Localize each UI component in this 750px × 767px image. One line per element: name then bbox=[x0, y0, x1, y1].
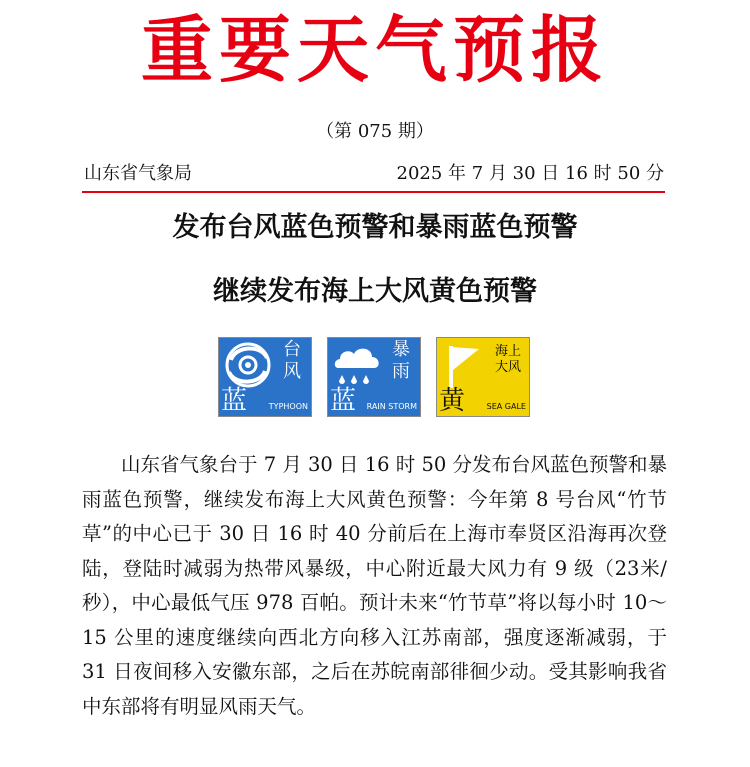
gale-flag-icon bbox=[439, 340, 493, 390]
signal-level: 蓝 bbox=[221, 386, 248, 416]
signal-english: SEA GALE bbox=[486, 402, 526, 411]
signal-english: TYPHOON bbox=[268, 402, 308, 411]
forecast-paragraph: 山东省气象台于 7 月 30 日 16 时 50 分发布台风蓝色预警和暴雨蓝色预警，继续发布海上大风黄色预警：今年第 8 号台风“竹节草”的中心已于 30 日 16 时 40 分前后在上海市奉贤区沿海再次登陆，登陆时减弱为热带风暴级，中心附近最大风力有 9 级（23米/秒），中心最低气压 978 百帕。预计未来“竹节草”将以每小时 10～15 公里的速度继续向西北方向移入江苏南部，强度逐渐减弱，于 31 日夜间移入安徽东部，之后在苏皖南部徘徊少动。受其影响我省中东部将有明显风雨天气。 bbox=[82, 453, 667, 718]
headline-primary: 发布台风蓝色预警和暴雨蓝色预警 bbox=[172, 212, 578, 243]
issue-number: （第 075 期） bbox=[316, 121, 434, 142]
signal-english: RAIN STORM bbox=[366, 402, 417, 411]
signal-name: 暴雨 bbox=[392, 339, 410, 382]
red-divider bbox=[82, 191, 665, 193]
signal-seagale-yellow bbox=[436, 337, 530, 417]
signal-level: 黄 bbox=[439, 386, 466, 416]
signal-level: 蓝 bbox=[330, 386, 357, 416]
issuer: 山东省气象局 bbox=[84, 163, 192, 184]
signal-rainstorm-blue bbox=[327, 337, 421, 417]
signal-typhoon-blue bbox=[218, 337, 312, 417]
warning-signals bbox=[218, 337, 530, 417]
rainstorm-icon bbox=[330, 340, 384, 390]
signal-name: 海上大风 bbox=[494, 344, 521, 375]
masthead-title: 重要天气预报 bbox=[140, 7, 609, 92]
signal-name: 台风 bbox=[283, 339, 301, 382]
headline-secondary: 继续发布海上大风黄色预警 bbox=[213, 276, 537, 307]
typhoon-icon bbox=[221, 340, 275, 390]
issue-datetime: 2025 年 7 月 30 日 16 时 50 分 bbox=[396, 163, 664, 184]
forecast-body bbox=[82, 448, 667, 724]
